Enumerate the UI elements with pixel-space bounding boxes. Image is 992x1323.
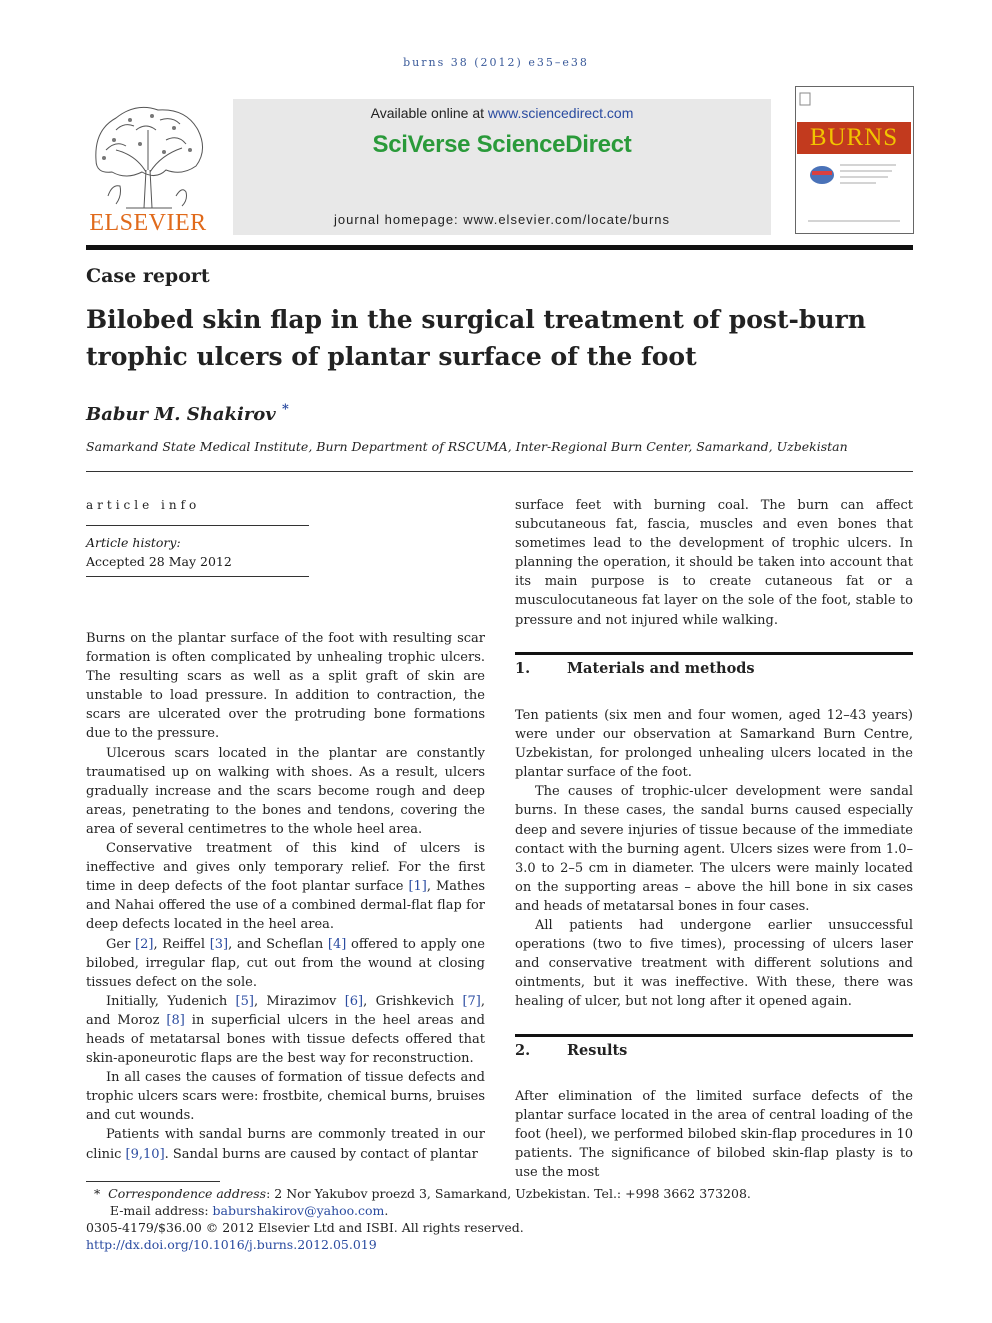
section-2-heading xyxy=(515,1042,913,1059)
section-number: 2. xyxy=(515,1042,531,1059)
running-head: burns 38 (2012) e35–e38 xyxy=(403,56,589,69)
email-link[interactable]: baburshakirov@yahoo.com xyxy=(212,1203,385,1218)
citation-link[interactable]: [9,10] xyxy=(125,1146,165,1162)
author-footnote-mark[interactable]: * xyxy=(282,402,289,417)
paragraph: Ten patients (six men and four women, aged 12–43 years) were under our observation at Samarkand Burn Centre, Uzbekistan, for prolonged unhealing ulcers located in the plantar surface of the foot. xyxy=(515,708,913,781)
history-label: Article history: xyxy=(86,535,181,550)
sciverse-logo: SciVerse ScienceDirect xyxy=(372,131,632,158)
citation-link[interactable]: [7] xyxy=(462,993,481,1009)
citation-link[interactable]: [1] xyxy=(408,879,427,895)
section-number: 1. xyxy=(515,660,531,677)
citation-link[interactable]: [3] xyxy=(209,936,229,952)
accepted-date: Accepted 28 May 2012 xyxy=(86,554,232,569)
left-column xyxy=(86,629,485,1164)
doi-link[interactable]: http://dx.doi.org/10.1016/j.burns.2012.05.019 xyxy=(86,1237,377,1252)
paragraph: The causes of trophic-ulcer development were sandal burns. In these cases, the sandal burns caused especially deep and severe injuries of tissue because of the immediate contact with the burning agent. Ulcers sizes were from 1.0–3.0 to 2–5 cm in diameter. The ulcers were mainly located on the supporting areas – above the hill bone in six cases and heads of metatarsal bones in four cases. xyxy=(515,784,913,914)
paragraph: Ulcerous scars located in the plantar are constantly traumatised up on walking with shoes. As a result, ulcers gradually increase and the scars become rough and deep areas, penetrating to the bones and tendons, covering the area of several centimetres to the whole heel area. xyxy=(86,745,485,837)
citation-link[interactable]: [4] xyxy=(327,936,347,952)
section-1-body xyxy=(515,706,913,1012)
copyright-line: 0305-4179/$36.00 © 2012 Elsevier Ltd and ISBI. All rights reserved. xyxy=(86,1220,524,1235)
article-type: Case report xyxy=(86,265,210,287)
header-rule xyxy=(86,245,913,250)
tree-icon xyxy=(86,100,210,210)
cover-art-icon xyxy=(796,87,913,233)
paragraph: Ger [2], Reiffel [3], and Scheflan [4] offered to apply one bilobed, irregular flap, cut out from the wound at closing tissues defect on the sole. xyxy=(86,936,485,990)
section-2-rule xyxy=(515,1034,913,1037)
citation-link[interactable]: [6] xyxy=(344,993,364,1009)
citation-link[interactable]: [2] xyxy=(135,936,154,952)
correspondence-footnote: * Correspondence address: 2 Nor Yakubov proezd 3, Samarkand, Uzbekistan. Tel.: +998 3662 373208. xyxy=(93,1186,751,1201)
available-online xyxy=(233,105,771,121)
paragraph: All patients had undergone earlier unsuccessful operations (two to five times), processing of ulcers laser and conservative treatment with different solutions and ointments, but it was ineffective. With these, there was healing of ulcer, but not long after it opened again. xyxy=(515,918,913,1010)
paragraph: Initially, Yudenich [5], Mirazimov [6], Grishkevich [7], and Moroz [8] in superficial ulcers in the heel areas and heads of metatarsal bones with tissue defects offered that skin-aponeurotic flaps are the best way for reconstruction. xyxy=(86,993,485,1067)
paragraph: After elimination of the limited surface defects of the plantar surface located in the area of central loading of the foot (heel), we performed bilobed skin-flap procedures in 10 patients. The significance of bilobed skin-flap plasty is to use the most xyxy=(515,1089,913,1181)
sciencedirect-link[interactable]: www.sciencedirect.com xyxy=(487,105,634,121)
article-title: Bilobed skin flap in the surgical treatment of post-burn trophic ulcers of plantar surface of the foot xyxy=(86,305,866,371)
section-2-body xyxy=(515,1087,913,1182)
article-info-rule-bottom xyxy=(86,576,309,577)
right-column-intro xyxy=(515,496,913,630)
paragraph: In all cases the causes of formation of tissue defects and trophic ulcers scars were: frostbite, chemical burns, bruises and cut wounds. xyxy=(86,1070,485,1124)
paragraph: Burns on the plantar surface of the foot with resulting scar formation is often complicated by unhealing trophic ulcers. The resulting scars as well as a split graft of skin are unstable to load pressure. In addition to contraction, the scars are ulcerated over the protruding bone formations due to the pressure. xyxy=(86,631,485,742)
section-1-rule xyxy=(515,652,913,655)
email-footnote: E-mail address: baburshakirov@yahoo.com. xyxy=(109,1203,389,1218)
paragraph: surface feet with burning coal. The burn can affect subcutaneous fat, fascia, muscles and even bones that sometimes lead to the development of trophic ulcers. In planning the operation, it should be taken into account that its main purpose is to create cutaneous fat or a musculocutaneous fat layer on the sole of the foot, stable to pressure and not injured while walking. xyxy=(515,498,913,628)
paragraph: Conservative treatment of this kind of ulcers is ineffective and gives only temporary relief. For the first time in deep defects of the foot plantar surface [1], Mathes and Nahai offered the use of a combined dermal-flat flap for deep defects located in the heel area. xyxy=(86,841,485,933)
article-info-heading: article info xyxy=(86,498,201,512)
footnotes xyxy=(86,1185,913,1253)
journal-cover xyxy=(795,86,914,234)
burns-cover-title: BURNS xyxy=(797,122,911,154)
section-title: Results xyxy=(567,1042,628,1059)
available-prefix: Available online at xyxy=(370,105,488,121)
citation-link[interactable]: [8] xyxy=(166,1012,185,1028)
citation-link[interactable]: [5] xyxy=(235,993,254,1009)
footnote-rule xyxy=(86,1181,220,1182)
author-name: Babur M. Shakirov xyxy=(86,404,276,425)
author xyxy=(86,402,289,425)
affiliation: Samarkand State Medical Institute, Burn Department of RSCUMA, Inter-Regional Burn Center, Samarkand, Uzbekistan xyxy=(86,439,848,454)
article-info-rule-top xyxy=(86,525,309,526)
section-1-heading xyxy=(515,660,913,677)
title-rule xyxy=(86,471,913,472)
elsevier-logo-text: ELSEVIER xyxy=(89,210,207,236)
paragraph: Patients with sandal burns are commonly treated in our clinic [9,10]. Sandal burns are caused by contact of plantar xyxy=(86,1127,485,1162)
journal-homepage[interactable]: journal homepage: www.elsevier.com/locate/burns xyxy=(333,212,671,227)
section-title: Materials and methods xyxy=(567,660,755,677)
